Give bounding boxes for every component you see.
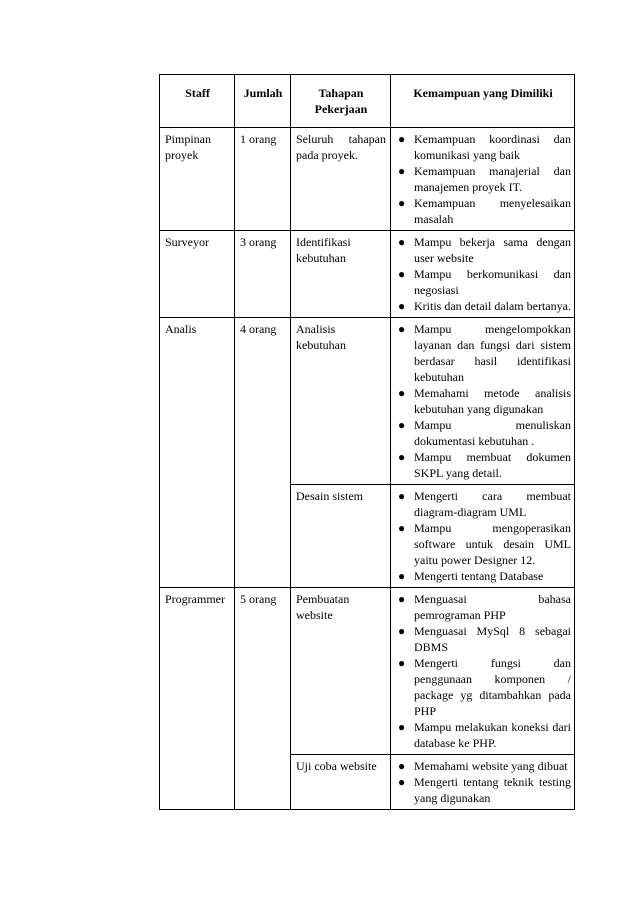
list-item-text: Mampu mengelompokkan layanan dan fungsi dari sistem berdasar hasil identifikasi kebutuhan	[414, 322, 571, 384]
cell-tahapan: Seluruh tahapan pada proyek.	[291, 128, 391, 231]
staff-table	[159, 74, 575, 810]
table-row	[160, 128, 575, 231]
list-item	[394, 774, 571, 806]
list-item	[394, 758, 571, 774]
cell-kemampuan	[391, 128, 575, 231]
bullet-icon: ●	[398, 489, 406, 503]
cell-kemampuan	[391, 588, 575, 755]
skill-list	[394, 234, 571, 314]
table-row	[160, 231, 575, 318]
list-item-text: Mampu melakukan koneksi dari database ke PHP.	[414, 720, 571, 750]
list-item	[394, 417, 571, 449]
list-item	[394, 623, 571, 655]
list-item-text: Kemampuan koordinasi dan komunikasi yang baik	[414, 132, 571, 162]
list-item	[394, 234, 571, 266]
list-item-text: Mengerti tentang teknik testing yang digunakan	[414, 775, 571, 805]
cell-kemampuan	[391, 318, 575, 485]
skill-list	[394, 488, 571, 584]
bullet-icon: ●	[398, 521, 406, 535]
list-item-text: Mampu membuat dokumen SKPL yang detail.	[414, 450, 571, 480]
bullet-icon: ●	[398, 386, 406, 400]
bullet-icon: ●	[398, 235, 406, 249]
cell-tahapan: Identifikasi kebutuhan	[291, 231, 391, 318]
list-item	[394, 719, 571, 751]
table-header-row	[160, 75, 575, 128]
bullet-icon: ●	[398, 418, 406, 432]
list-item-text: Mampu menuliskan dokumentasi kebutuhan .	[414, 418, 571, 448]
header-tahapan-line1: Tahapan	[318, 86, 364, 100]
list-item-text: Mengerti tentang Database	[414, 569, 544, 583]
bullet-icon: ●	[398, 569, 406, 583]
cell-staff: Pimpinan proyek	[160, 128, 235, 231]
list-item	[394, 131, 571, 163]
list-item-text: Mengerti cara membuat diagram-diagram UML	[414, 489, 571, 519]
list-item	[394, 568, 571, 584]
bullet-icon: ●	[398, 656, 406, 670]
skill-list	[394, 758, 571, 806]
list-item	[394, 266, 571, 298]
list-item	[394, 520, 571, 568]
document-page	[159, 74, 574, 810]
list-item-text: Mampu bekerja sama dengan user website	[414, 235, 571, 265]
table-row	[160, 588, 575, 755]
bullet-icon: ●	[398, 196, 406, 210]
bullet-icon: ●	[398, 450, 406, 464]
list-item	[394, 298, 571, 314]
header-kemampuan: Kemampuan yang Dimiliki	[391, 75, 575, 128]
list-item-text: Mampu berkomunikasi dan negosiasi	[414, 267, 571, 297]
table-body	[160, 128, 575, 810]
bullet-icon: ●	[398, 624, 406, 638]
cell-kemampuan	[391, 755, 575, 810]
cell-staff: Analis	[160, 318, 235, 588]
list-item	[394, 488, 571, 520]
list-item-text: Menguasai bahasa pemrograman PHP	[414, 592, 571, 622]
list-item-text: Memahami metode analisis kebutuhan yang digunakan	[414, 386, 571, 416]
list-item-text: Mampu mengoperasikan software untuk desain UML yaitu power Designer 12.	[414, 521, 571, 567]
header-tahapan	[291, 75, 391, 128]
cell-jumlah: 5 orang	[235, 588, 291, 810]
cell-tahapan: Analisis kebutuhan	[291, 318, 391, 485]
bullet-icon: ●	[398, 164, 406, 178]
cell-tahapan: Desain sistem	[291, 485, 391, 588]
cell-jumlah: 3 orang	[235, 231, 291, 318]
skill-list	[394, 131, 571, 227]
cell-jumlah: 4 orang	[235, 318, 291, 588]
bullet-icon: ●	[398, 775, 406, 789]
header-tahapan-line2: Pekerjaan	[314, 102, 368, 116]
list-item-text: Menguasai MySql 8 sebagai DBMS	[414, 624, 571, 654]
list-item-text: Memahami website yang dibuat	[414, 759, 568, 773]
bullet-icon: ●	[398, 592, 406, 606]
list-item-text: Kemampuan menyelesaikan masalah	[414, 196, 571, 226]
cell-kemampuan	[391, 231, 575, 318]
cell-kemampuan	[391, 485, 575, 588]
bullet-icon: ●	[398, 267, 406, 281]
bullet-icon: ●	[398, 759, 406, 773]
list-item-text: Kemampuan manajerial dan manajemen proyek IT.	[414, 164, 571, 194]
skill-list	[394, 591, 571, 751]
list-item-text: Mengerti fungsi dan penggunaan komponen / package yg ditambahkan pada PHP	[414, 656, 571, 718]
bullet-icon: ●	[398, 132, 406, 146]
cell-tahapan: Pembuatan website	[291, 588, 391, 755]
list-item-text: Kritis dan detail dalam bertanya.	[414, 299, 571, 313]
header-staff: Staff	[160, 75, 235, 128]
table-row	[160, 318, 575, 485]
list-item	[394, 195, 571, 227]
cell-tahapan: Uji coba website	[291, 755, 391, 810]
list-item	[394, 321, 571, 385]
list-item	[394, 449, 571, 481]
skill-list	[394, 321, 571, 481]
bullet-icon: ●	[398, 322, 406, 336]
cell-staff: Surveyor	[160, 231, 235, 318]
bullet-icon: ●	[398, 299, 406, 313]
bullet-icon: ●	[398, 720, 406, 734]
list-item	[394, 385, 571, 417]
list-item	[394, 591, 571, 623]
list-item	[394, 655, 571, 719]
cell-jumlah: 1 orang	[235, 128, 291, 231]
cell-staff: Programmer	[160, 588, 235, 810]
header-jumlah: Jumlah	[235, 75, 291, 128]
list-item	[394, 163, 571, 195]
